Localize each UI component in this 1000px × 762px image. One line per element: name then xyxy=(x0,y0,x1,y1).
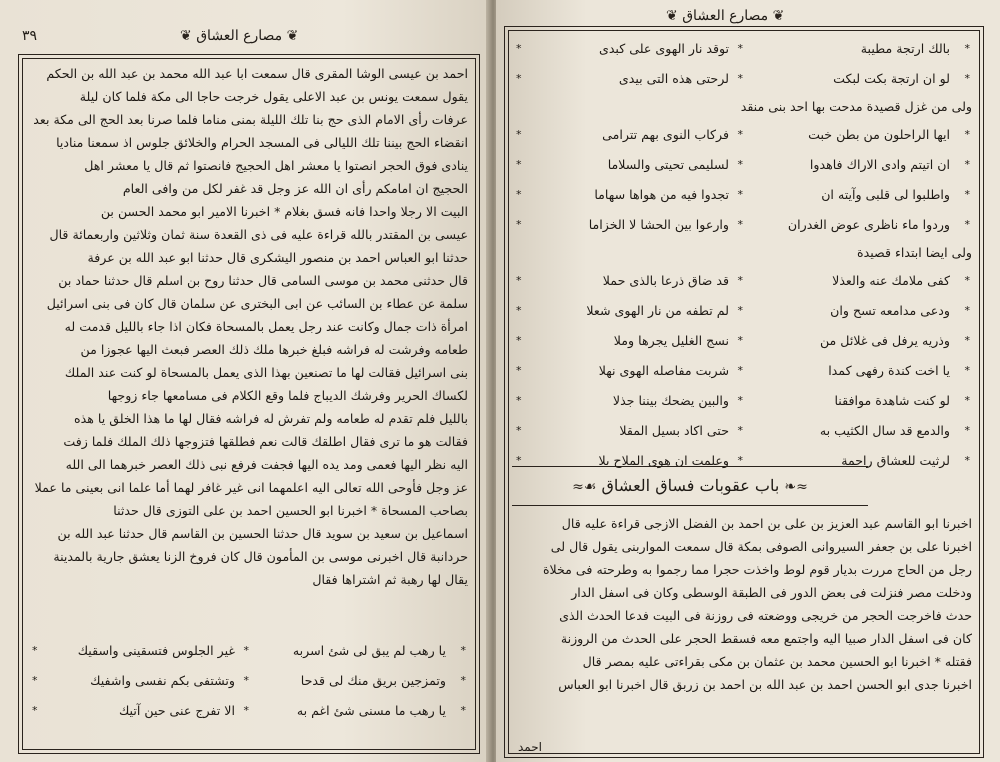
verse-hemistich-first: يا اخت كندة رفهى كمدا xyxy=(828,363,950,378)
asterisk-icon: * xyxy=(243,674,249,687)
ornament-icon: ☙≈ xyxy=(572,479,597,495)
text-line: قال حدثنى محمد بن موسى السامى قال حدثنا روح بن اسلم قال حدثنا حماد بن xyxy=(58,273,468,288)
asterisk-icon: * xyxy=(964,188,970,201)
verse-line xyxy=(514,356,972,386)
verse-hemistich-second: الا تفرج عنى حين آتيك xyxy=(118,703,235,718)
asterisk-icon: * xyxy=(737,394,743,407)
page-number: ٣٩ xyxy=(22,28,38,44)
asterisk-icon: * xyxy=(516,72,522,85)
verse-hemistich-first: لرثيت للعشاق راحمة xyxy=(841,453,950,468)
verse-hemistich-first: وذريه يرفل فى غلائل من xyxy=(819,333,950,348)
verse-hemistich-first: واطلبوا لى قلبى وآيته ان xyxy=(821,187,950,202)
verse-line xyxy=(514,386,972,416)
asterisk-icon: * xyxy=(737,128,743,141)
asterisk-icon: * xyxy=(964,42,970,55)
left-page xyxy=(0,0,490,762)
verse-hemistich-second: لم تطفه من نار الهوى شعلا xyxy=(586,303,729,318)
ornament-icon: ❦ xyxy=(772,8,785,24)
asterisk-icon: * xyxy=(964,304,970,317)
verse-hemistich-second: لسليمى تحيتى والسلاما xyxy=(607,157,729,172)
verse-hemistich-second: وعلمت ان هوى الملاح بلا xyxy=(598,453,729,468)
verse-hemistich-first: ايها الراحلون من بطن خبت xyxy=(808,127,950,142)
asterisk-icon: * xyxy=(964,424,970,437)
asterisk-icon: * xyxy=(964,364,970,377)
text-line: الحجيج ان امامكم رأى ان الله عز وجل قد غفر لكل من وافى العام xyxy=(122,181,468,196)
text-line: فقالت هو ما ترى فقال اطلقك قالت نعم فطلقها فتزوجها ذلك الملك فلما زفت xyxy=(63,434,468,449)
verse-line xyxy=(514,150,972,180)
verse-hemistich-first: يا رهب لم يبق لى شئ اسربه xyxy=(292,643,446,658)
verse-line xyxy=(514,326,972,356)
asterisk-icon: * xyxy=(964,158,970,171)
verse-hemistich-second: وارعوا بين الحشا لا الخزاما xyxy=(588,217,729,232)
text-line: لكساك الحرير وفرشك الديباج فلما وقع الكلام فى مسامعها جاء زوجها xyxy=(107,388,468,403)
text-line: اخبرنا ابو القاسم عبد العزيز بن على بن احمد بن الفضل الازجى قراءة عليه قال xyxy=(561,516,972,531)
text-line: ودخلت مصر فنزلت فى بعض الدور فى الطبقة الوسطى وكان فى اسفل الدار xyxy=(571,585,972,600)
prose-block xyxy=(514,512,972,698)
verse-hemistich-first: والدمع قد سال الكثيب به xyxy=(819,423,950,438)
asterisk-icon: * xyxy=(516,188,522,201)
verse-hemistich-first: يا رهب ما مسنى شئ اغم به xyxy=(296,703,446,718)
asterisk-icon: * xyxy=(32,644,38,657)
prose-block xyxy=(30,62,468,602)
verse-line xyxy=(514,180,972,210)
asterisk-icon: * xyxy=(737,334,743,347)
text-line: بنى اسرائيل فقالت لها ما تصنعين بهذا الذى يعمل بالمسحاة لو كنت عند الملك xyxy=(64,365,468,380)
asterisk-icon: * xyxy=(964,454,970,467)
asterisk-icon: * xyxy=(516,128,522,141)
verse-hemistich-second: قد ضاق ذرعا بالذى حملا xyxy=(602,273,729,288)
header-title: مصارع العشاق xyxy=(682,8,769,24)
text-line: سلمة عن عطاء بن السائب عن ابى البخترى عن سلمان قال كان فى بنى اسرائيل xyxy=(46,296,468,311)
verse-line xyxy=(514,296,972,326)
asterisk-icon: * xyxy=(516,334,522,347)
text-line: حدث فاخرجت الحجر من خريجى ووضعته فى روزنة فى البيت فدعا الحدث الذى xyxy=(559,608,972,623)
text-line: اخبرنا على بن جعفر السيروانى الصوفى بمكة قال سمعت المواربنى يقول قال لى xyxy=(550,539,972,554)
verse-line xyxy=(30,636,468,666)
text-line: احمد بن عيسى الوشا المقرى قال سمعت ابا عبد الله محمد بن عبد الله بن الحكم xyxy=(46,66,468,81)
text-line: انقضاء الحج بيننا تلك الليالى فى المسجد الحرام والخلائق جلوس اذ سمعنا مناديا xyxy=(56,135,468,150)
verse-hemistich-second: توقد نار الهوى على كبدى xyxy=(598,41,729,56)
asterisk-icon: * xyxy=(32,674,38,687)
catchword: احمد xyxy=(518,740,542,754)
asterisk-icon: * xyxy=(964,334,970,347)
text-line: كان فى اسفل الدار صبيا اليه واجتمع معه فسقط الحجر على الحدث من الروزنة xyxy=(560,631,972,646)
verse-hemistich-second: وتشتفى بكم نفسى واشفيك xyxy=(90,673,235,688)
poem-introduction: ولى من غزل قصيدة مدحت بها احد بنى منقد xyxy=(740,99,972,114)
verse-hemistich-first: لو ان ارتجة بكت لبكت xyxy=(833,71,950,86)
text-line: حردانبة قال اخبرنى موسى بن المأمون قال كان فروخ الزنا يعشق جارية بالمدينة xyxy=(53,549,468,564)
asterisk-icon: * xyxy=(516,274,522,287)
verse-hemistich-first: ودعى مدامعه تسح وان xyxy=(830,303,950,318)
asterisk-icon: * xyxy=(737,304,743,317)
asterisk-icon: * xyxy=(243,644,249,657)
asterisk-icon: * xyxy=(737,424,743,437)
text-line: عرفات رأى الامام الذى حج بنا تلك الليلة بمنى مناما فلما صرنا بعد الحج الى مكة بعد xyxy=(33,112,468,127)
text-line: اليه نظر اليها فعمى ومد يده اليها فجفت فرفع نبى ذلك العصر خبرهما الى الله xyxy=(65,457,468,472)
text-line: البيت الا رجلا واحدا فانه فسق بغلام * اخبرنا الامير ابو محمد الحسن بن xyxy=(100,204,468,219)
poem-block xyxy=(514,34,972,476)
asterisk-icon: * xyxy=(516,454,522,467)
running-header xyxy=(180,28,298,44)
verse-hemistich-second: غير الجلوس فتسقينى واسقيك xyxy=(77,643,235,658)
verse-hemistich-second: حتى اكاد بسيل المقلا xyxy=(619,423,729,438)
asterisk-icon: * xyxy=(964,274,970,287)
asterisk-icon: * xyxy=(737,454,743,467)
verse-hemistich-first: ان اتيتم وادى الاراك فاهدوا xyxy=(809,157,950,172)
poem-block xyxy=(30,636,468,726)
verse-hemistich-second: شربت مفاصله الهوى نهلا xyxy=(598,363,729,378)
verse-hemistich-second: لرحتى هذه التى بيدى xyxy=(618,71,729,86)
text-line: عز وجل فأوحى الله تعالى اليه اعلمهما انى غير غافر لهما أما علما انى بعينى ما عملا xyxy=(34,480,468,495)
running-header xyxy=(666,8,784,24)
text-line: طعامه وفرشت له فراشه فبلغ خبرها ملك ذلك العصر فبعث اليها عجوزا من xyxy=(80,342,468,357)
asterisk-icon: * xyxy=(737,274,743,287)
asterisk-icon: * xyxy=(737,188,743,201)
header-title: مصارع العشاق xyxy=(196,28,283,44)
asterisk-icon: * xyxy=(737,158,743,171)
verse-hemistich-first: كفى ملامك عنه والعذلا xyxy=(832,273,950,288)
verse-line xyxy=(514,120,972,150)
text-line: فقتله * اخبرنا ابو الحسين محمد بن عثمان بن مكى بقراءتى عليه بمصر قال xyxy=(582,654,972,669)
text-line: بصاحب المسحاة * اخبرنا ابو الحسين احمد بن على التوزى قال حدثنا xyxy=(113,503,468,518)
asterisk-icon: * xyxy=(243,704,249,717)
asterisk-icon: * xyxy=(460,704,466,717)
ornament-icon: ❦ xyxy=(666,8,678,24)
verse-line xyxy=(514,34,972,64)
ornament-icon: ≈❧ xyxy=(784,479,808,495)
verse-hemistich-first: وردوا ماء ناظرى عوض الغدران xyxy=(787,217,950,232)
asterisk-icon: * xyxy=(516,42,522,55)
asterisk-icon: * xyxy=(460,644,466,657)
verse-line xyxy=(514,210,972,240)
ornament-icon: ❦ xyxy=(180,28,192,44)
asterisk-icon: * xyxy=(964,72,970,85)
asterisk-icon: * xyxy=(516,158,522,171)
asterisk-icon: * xyxy=(516,304,522,317)
text-line: يقول سمعت يونس بن عبد الاعلى يقول خرجت حاجا الى مكة فلما كان ليلة xyxy=(79,89,468,104)
asterisk-icon: * xyxy=(32,704,38,717)
text-line: اسماعيل بن سعيد بن سويد قال حدثنا الحسين بن القاسم قال حدثنا عبد الله بن xyxy=(57,526,468,541)
text-line: رجل من الحاج مررت بديار قوم لوط واخذت حجرا مما رجموا به وطرحته فى مخلاة xyxy=(542,562,972,577)
verse-hemistich-second: نسج الغليل يجرها وملا xyxy=(613,333,729,348)
chapter-heading xyxy=(512,466,868,506)
verse-line xyxy=(30,696,468,726)
verse-hemistich-second: تجدوا فيه من هواها سهاما xyxy=(594,187,729,202)
ornament-icon: ❦ xyxy=(286,28,299,44)
verse-hemistich-first: لو كنت شاهدة موافقنا xyxy=(834,393,950,408)
verse-line xyxy=(514,416,972,446)
verse-line xyxy=(514,64,972,94)
chapter-title: باب عقوبات فساق العشاق xyxy=(601,476,780,495)
asterisk-icon: * xyxy=(516,218,522,231)
asterisk-icon: * xyxy=(964,394,970,407)
text-line: بالليل فلم تقدم له طعامه ولم تفرش له فراشه فقال لها ما هذا الخلق يا هذه xyxy=(74,411,468,426)
poem-introduction: ولى ايضا ابتداء قصيدة xyxy=(857,245,972,260)
asterisk-icon: * xyxy=(460,674,466,687)
asterisk-icon: * xyxy=(737,218,743,231)
asterisk-icon: * xyxy=(737,72,743,85)
text-line: يقال لها رهبة ثم اشتراها فقال xyxy=(312,572,468,587)
text-line: عيسى بن المقتدر بالله قراءة عليه فى ذى القعدة سنة ثمان وثلاثين واربعمائة قال xyxy=(49,227,468,242)
asterisk-icon: * xyxy=(964,128,970,141)
text-line: اخبرنا جدى ابو الحسن احمد بن عبد الله بن احمد بن زربق قال اخبرنا ابو العباس xyxy=(558,677,972,692)
asterisk-icon: * xyxy=(737,42,743,55)
asterisk-icon: * xyxy=(964,218,970,231)
text-line: حدثنا ابو العباس احمد بن منصور اليشكرى قال حدثنا ابو عبد الله بن عرفة xyxy=(87,250,468,265)
verse-hemistich-first: بالك ارتجة مطيبة xyxy=(860,41,950,56)
verse-line xyxy=(30,666,468,696)
asterisk-icon: * xyxy=(516,424,522,437)
verse-hemistich-second: فركاب النوى بهم تترامى xyxy=(602,127,729,142)
verse-hemistich-first: وتمزجين بريق منك لى قدحا xyxy=(300,673,446,688)
verse-line xyxy=(514,266,972,296)
asterisk-icon: * xyxy=(737,364,743,377)
text-line: امرأة ذات جمال وكانت عند رجل يعمل بالمسحاة فكان اذا جاء بالليل قدمت له xyxy=(64,319,468,334)
text-line: ينادى فوق الحجر انصتوا يا معشر اهل الحجيج فانصتوا ثم قال يا معشر اهل xyxy=(84,158,468,173)
asterisk-icon: * xyxy=(516,394,522,407)
verse-hemistich-second: والبين يضحك بيننا جذلا xyxy=(612,393,729,408)
asterisk-icon: * xyxy=(516,364,522,377)
